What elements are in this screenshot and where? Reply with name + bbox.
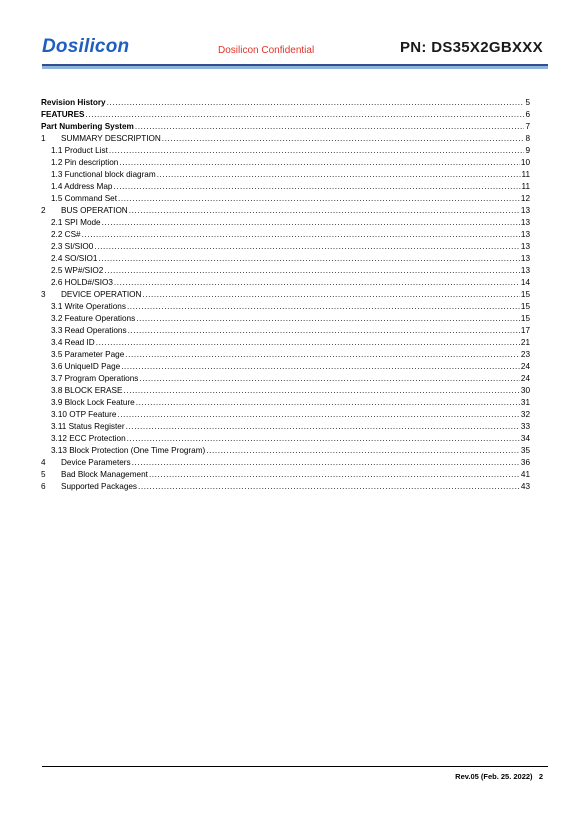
- toc-leader-dots: [86, 109, 525, 121]
- toc-leader-dots: [206, 445, 520, 457]
- toc-section-number: 2: [41, 206, 46, 215]
- toc-entry[interactable]: [41, 301, 530, 313]
- toc-title: 3.9 Block Lock Feature: [51, 398, 135, 407]
- toc-page-number: 35: [520, 446, 530, 455]
- toc-page-number: 24: [520, 362, 530, 371]
- toc-title: Supported Packages: [61, 482, 138, 491]
- toc-entry[interactable]: [41, 169, 530, 181]
- toc-title: 3.8 BLOCK ERASE: [51, 386, 123, 395]
- toc-page-number: 14: [520, 278, 530, 287]
- toc-section-number: 3: [41, 290, 46, 299]
- toc-entry[interactable]: [41, 469, 530, 481]
- toc-entry[interactable]: [41, 205, 530, 217]
- toc-title: DEVICE OPERATION: [61, 290, 142, 299]
- toc-title: 2.5 WP#/SIO2: [51, 266, 104, 275]
- toc-page-number: 24: [520, 374, 530, 383]
- toc-page-number: 7: [525, 122, 530, 131]
- table-of-contents: [41, 97, 530, 493]
- toc-page-number: 43: [520, 482, 530, 491]
- toc-page-number: 41: [520, 470, 530, 479]
- toc-title: 2.2 CS#: [51, 230, 81, 239]
- toc-page-number: 9: [525, 146, 530, 155]
- revision-label: Rev.05 (Feb. 25. 2022): [455, 772, 533, 781]
- toc-leader-dots: [94, 241, 520, 253]
- toc-entry[interactable]: [41, 445, 530, 457]
- toc-title: 3.1 Write Operations: [51, 302, 126, 311]
- toc-entry[interactable]: [41, 181, 530, 193]
- toc-title: 1.5 Command Set: [51, 194, 117, 203]
- toc-page-number: 36: [520, 458, 530, 467]
- toc-leader-dots: [157, 169, 521, 181]
- toc-title: 3.5 Parameter Page: [51, 350, 125, 359]
- toc-entry[interactable]: [41, 385, 530, 397]
- toc-section-number: 5: [41, 470, 46, 479]
- toc-page-number: 10: [520, 158, 530, 167]
- toc-title: 2.4 SO/SIO1: [51, 254, 98, 263]
- footer-rule: [42, 766, 548, 767]
- toc-title: 1.3 Functional block diagram: [51, 170, 156, 179]
- toc-title: BUS OPERATION: [61, 206, 128, 215]
- toc-leader-dots: [104, 265, 520, 277]
- toc-leader-dots: [128, 325, 520, 337]
- toc-entry[interactable]: [41, 481, 530, 493]
- toc-title: 1.4 Address Map: [51, 182, 113, 191]
- toc-leader-dots: [114, 277, 520, 289]
- toc-leader-dots: [96, 337, 520, 349]
- toc-page-number: 13: [520, 218, 530, 227]
- toc-page-number: 34: [520, 434, 530, 443]
- toc-leader-dots: [127, 301, 520, 313]
- toc-leader-dots: [98, 253, 519, 265]
- toc-page-number: 32: [520, 410, 530, 419]
- toc-title: 2.6 HOLD#/SIO3: [51, 278, 113, 287]
- toc-page-number: 11: [521, 170, 530, 179]
- toc-page-number: 13: [520, 206, 530, 215]
- toc-title: 2.1 SPI Mode: [51, 218, 101, 227]
- toc-leader-dots: [119, 157, 520, 169]
- toc-section-number: 1: [41, 134, 46, 143]
- toc-entry[interactable]: [41, 421, 530, 433]
- toc-page-number: 23: [520, 350, 530, 359]
- toc-entry[interactable]: [41, 325, 530, 337]
- toc-leader-dots: [109, 145, 525, 157]
- toc-entry[interactable]: [41, 193, 530, 205]
- toc-entry[interactable]: [41, 277, 530, 289]
- toc-leader-dots: [129, 205, 520, 217]
- toc-entry[interactable]: [41, 373, 530, 385]
- toc-entry[interactable]: [41, 109, 530, 121]
- toc-entry[interactable]: [41, 289, 530, 301]
- toc-leader-dots: [121, 361, 520, 373]
- toc-page-number: 33: [520, 422, 530, 431]
- toc-leader-dots: [118, 193, 520, 205]
- toc-entry[interactable]: [41, 397, 530, 409]
- toc-title: Revision History: [41, 98, 106, 107]
- toc-leader-dots: [123, 385, 519, 397]
- toc-page-number: 30: [520, 386, 530, 395]
- toc-page-number: 15: [520, 314, 530, 323]
- toc-entry[interactable]: [41, 313, 530, 325]
- toc-leader-dots: [138, 481, 520, 493]
- toc-leader-dots: [107, 97, 525, 109]
- toc-title: 3.11 Status Register: [51, 422, 125, 431]
- toc-title: Part Numbering System: [41, 122, 134, 131]
- toc-entry[interactable]: [41, 157, 530, 169]
- toc-title: 3.2 Feature Operations: [51, 314, 136, 323]
- toc-entry[interactable]: [41, 457, 530, 469]
- toc-page-number: 12: [520, 194, 530, 203]
- toc-entry[interactable]: [41, 217, 530, 229]
- toc-title: 1.2 Pin description: [51, 158, 119, 167]
- toc-entry[interactable]: [41, 433, 530, 445]
- toc-entry[interactable]: [41, 265, 530, 277]
- toc-entry[interactable]: [41, 349, 530, 361]
- toc-title: 3.13 Block Protection (One Time Program): [51, 446, 206, 455]
- toc-entry[interactable]: [41, 409, 530, 421]
- toc-leader-dots: [125, 349, 520, 361]
- toc-entry[interactable]: [41, 361, 530, 373]
- toc-leader-dots: [126, 421, 520, 433]
- toc-title: 3.12 ECC Protection: [51, 434, 126, 443]
- toc-page-number: 5: [525, 98, 530, 107]
- toc-title: 1.1 Product List: [51, 146, 108, 155]
- toc-entry[interactable]: [41, 337, 530, 349]
- toc-section-number: 6: [41, 482, 46, 491]
- part-number: PN: DS35X2GBXXX: [400, 39, 543, 56]
- toc-leader-dots: [82, 229, 520, 241]
- toc-title: 2.3 SI/SIO0: [51, 242, 94, 251]
- toc-leader-dots: [136, 313, 520, 325]
- toc-title: Bad Block Management: [61, 470, 148, 479]
- toc-page-number: 17: [520, 326, 530, 335]
- toc-leader-dots: [142, 289, 520, 301]
- header-rule-accent: [42, 66, 548, 69]
- confidential-label: Dosilicon Confidential: [218, 45, 315, 56]
- page-number: 2: [538, 772, 543, 781]
- toc-page-number: 13: [520, 254, 530, 263]
- toc-page-number: 15: [520, 290, 530, 299]
- toc-leader-dots: [135, 121, 525, 133]
- toc-page-number: 13: [520, 230, 530, 239]
- company-logo: Dosilicon: [42, 36, 130, 57]
- toc-title: 3.10 OTP Feature: [51, 410, 117, 419]
- toc-entry[interactable]: [41, 229, 530, 241]
- toc-leader-dots: [113, 181, 520, 193]
- toc-title: 3.4 Read ID: [51, 338, 95, 347]
- toc-title: 3.3 Read Operations: [51, 326, 127, 335]
- toc-entry[interactable]: [41, 133, 530, 145]
- toc-leader-dots: [132, 457, 520, 469]
- toc-title: FEATURES: [41, 110, 85, 119]
- toc-leader-dots: [127, 433, 520, 445]
- toc-title: 3.6 UniqueID Page: [51, 362, 121, 371]
- toc-title: 3.7 Program Operations: [51, 374, 139, 383]
- toc-page-number: 13: [520, 266, 530, 275]
- footer: [455, 772, 543, 781]
- toc-page-number: 15: [520, 302, 530, 311]
- toc-page-number: 21: [520, 338, 530, 347]
- toc-entry[interactable]: [41, 253, 530, 265]
- toc-leader-dots: [139, 373, 520, 385]
- toc-entry[interactable]: [41, 121, 530, 133]
- toc-page-number: 13: [520, 242, 530, 251]
- toc-page-number: 11: [521, 182, 530, 191]
- toc-page-number: 6: [525, 110, 530, 119]
- toc-entry[interactable]: [41, 241, 530, 253]
- toc-leader-dots: [102, 217, 520, 229]
- toc-leader-dots: [136, 397, 520, 409]
- toc-section-number: 4: [41, 458, 46, 467]
- toc-page-number: 8: [525, 134, 530, 143]
- toc-entry[interactable]: [41, 145, 530, 157]
- toc-leader-dots: [162, 133, 525, 145]
- toc-leader-dots: [149, 469, 520, 481]
- toc-entry[interactable]: [41, 97, 530, 109]
- toc-leader-dots: [117, 409, 520, 421]
- toc-page-number: 31: [520, 398, 530, 407]
- toc-title: Device Parameters: [61, 458, 131, 467]
- toc-title: SUMMARY DESCRIPTION: [61, 134, 161, 143]
